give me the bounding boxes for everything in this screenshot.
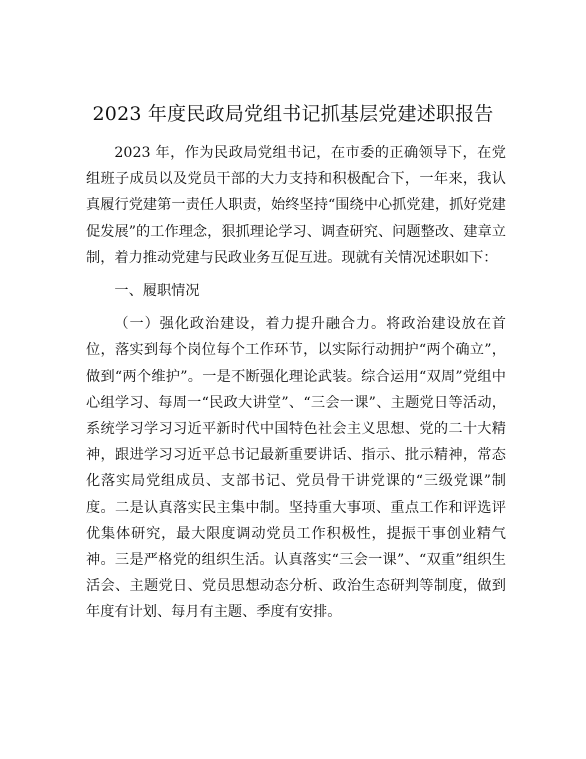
- document-body: [86, 140, 506, 626]
- intro-paragraph: 2023 年，作为民政局党组书记，在市委的正确领导下，在党组班子成员以及党员干部的大力支持和积极配合下，一年来，我认真履行党建第一责任人职责，始终坚持“围绕中心抓党建，抓好党建促发展”的工作理念，狠抓理论学习、调查研究、问题整改、建章立制，着力推动党建与民政业务互促互进。现就有关情况述职如下：: [86, 145, 506, 266]
- section-paragraph: （一）强化政治建设，着力提升融合力。将政治建设放在首位，落实到每个岗位每个工作环节，以实际行动拥护“两个确立”，做到“两个维护”。一是不断强化理论武装。综合运用“双周”党组中心组学习、每周一“民政大讲堂”、“三会一课”、主题党日等活动，系统学习学习习近平新时代中国特色社会主义思想、党的二十大精神，跟进学习习近平总书记最新重要讲话、指示、批示精神，常态化落实局党组成员、支部书记、党员骨干讲党课的“三级党课”制度。二是认真落实民主集中制。坚持重大事项、重点工作和评选评优集体研究，最大限度调动党员工作积极性，提振干事创业精气神。三是严格党的组织生活。认真落实“三会一课”、“双重”组织生活会、主题党日、党员思想动态分析、政治生态研判等制度，做到年度有计划、每月有主题、季度有安排。: [86, 316, 506, 621]
- section-heading: 一、履职情况: [114, 283, 200, 300]
- document-title: 2023 年度民政局党组书记抓基层党建述职报告: [92, 103, 494, 125]
